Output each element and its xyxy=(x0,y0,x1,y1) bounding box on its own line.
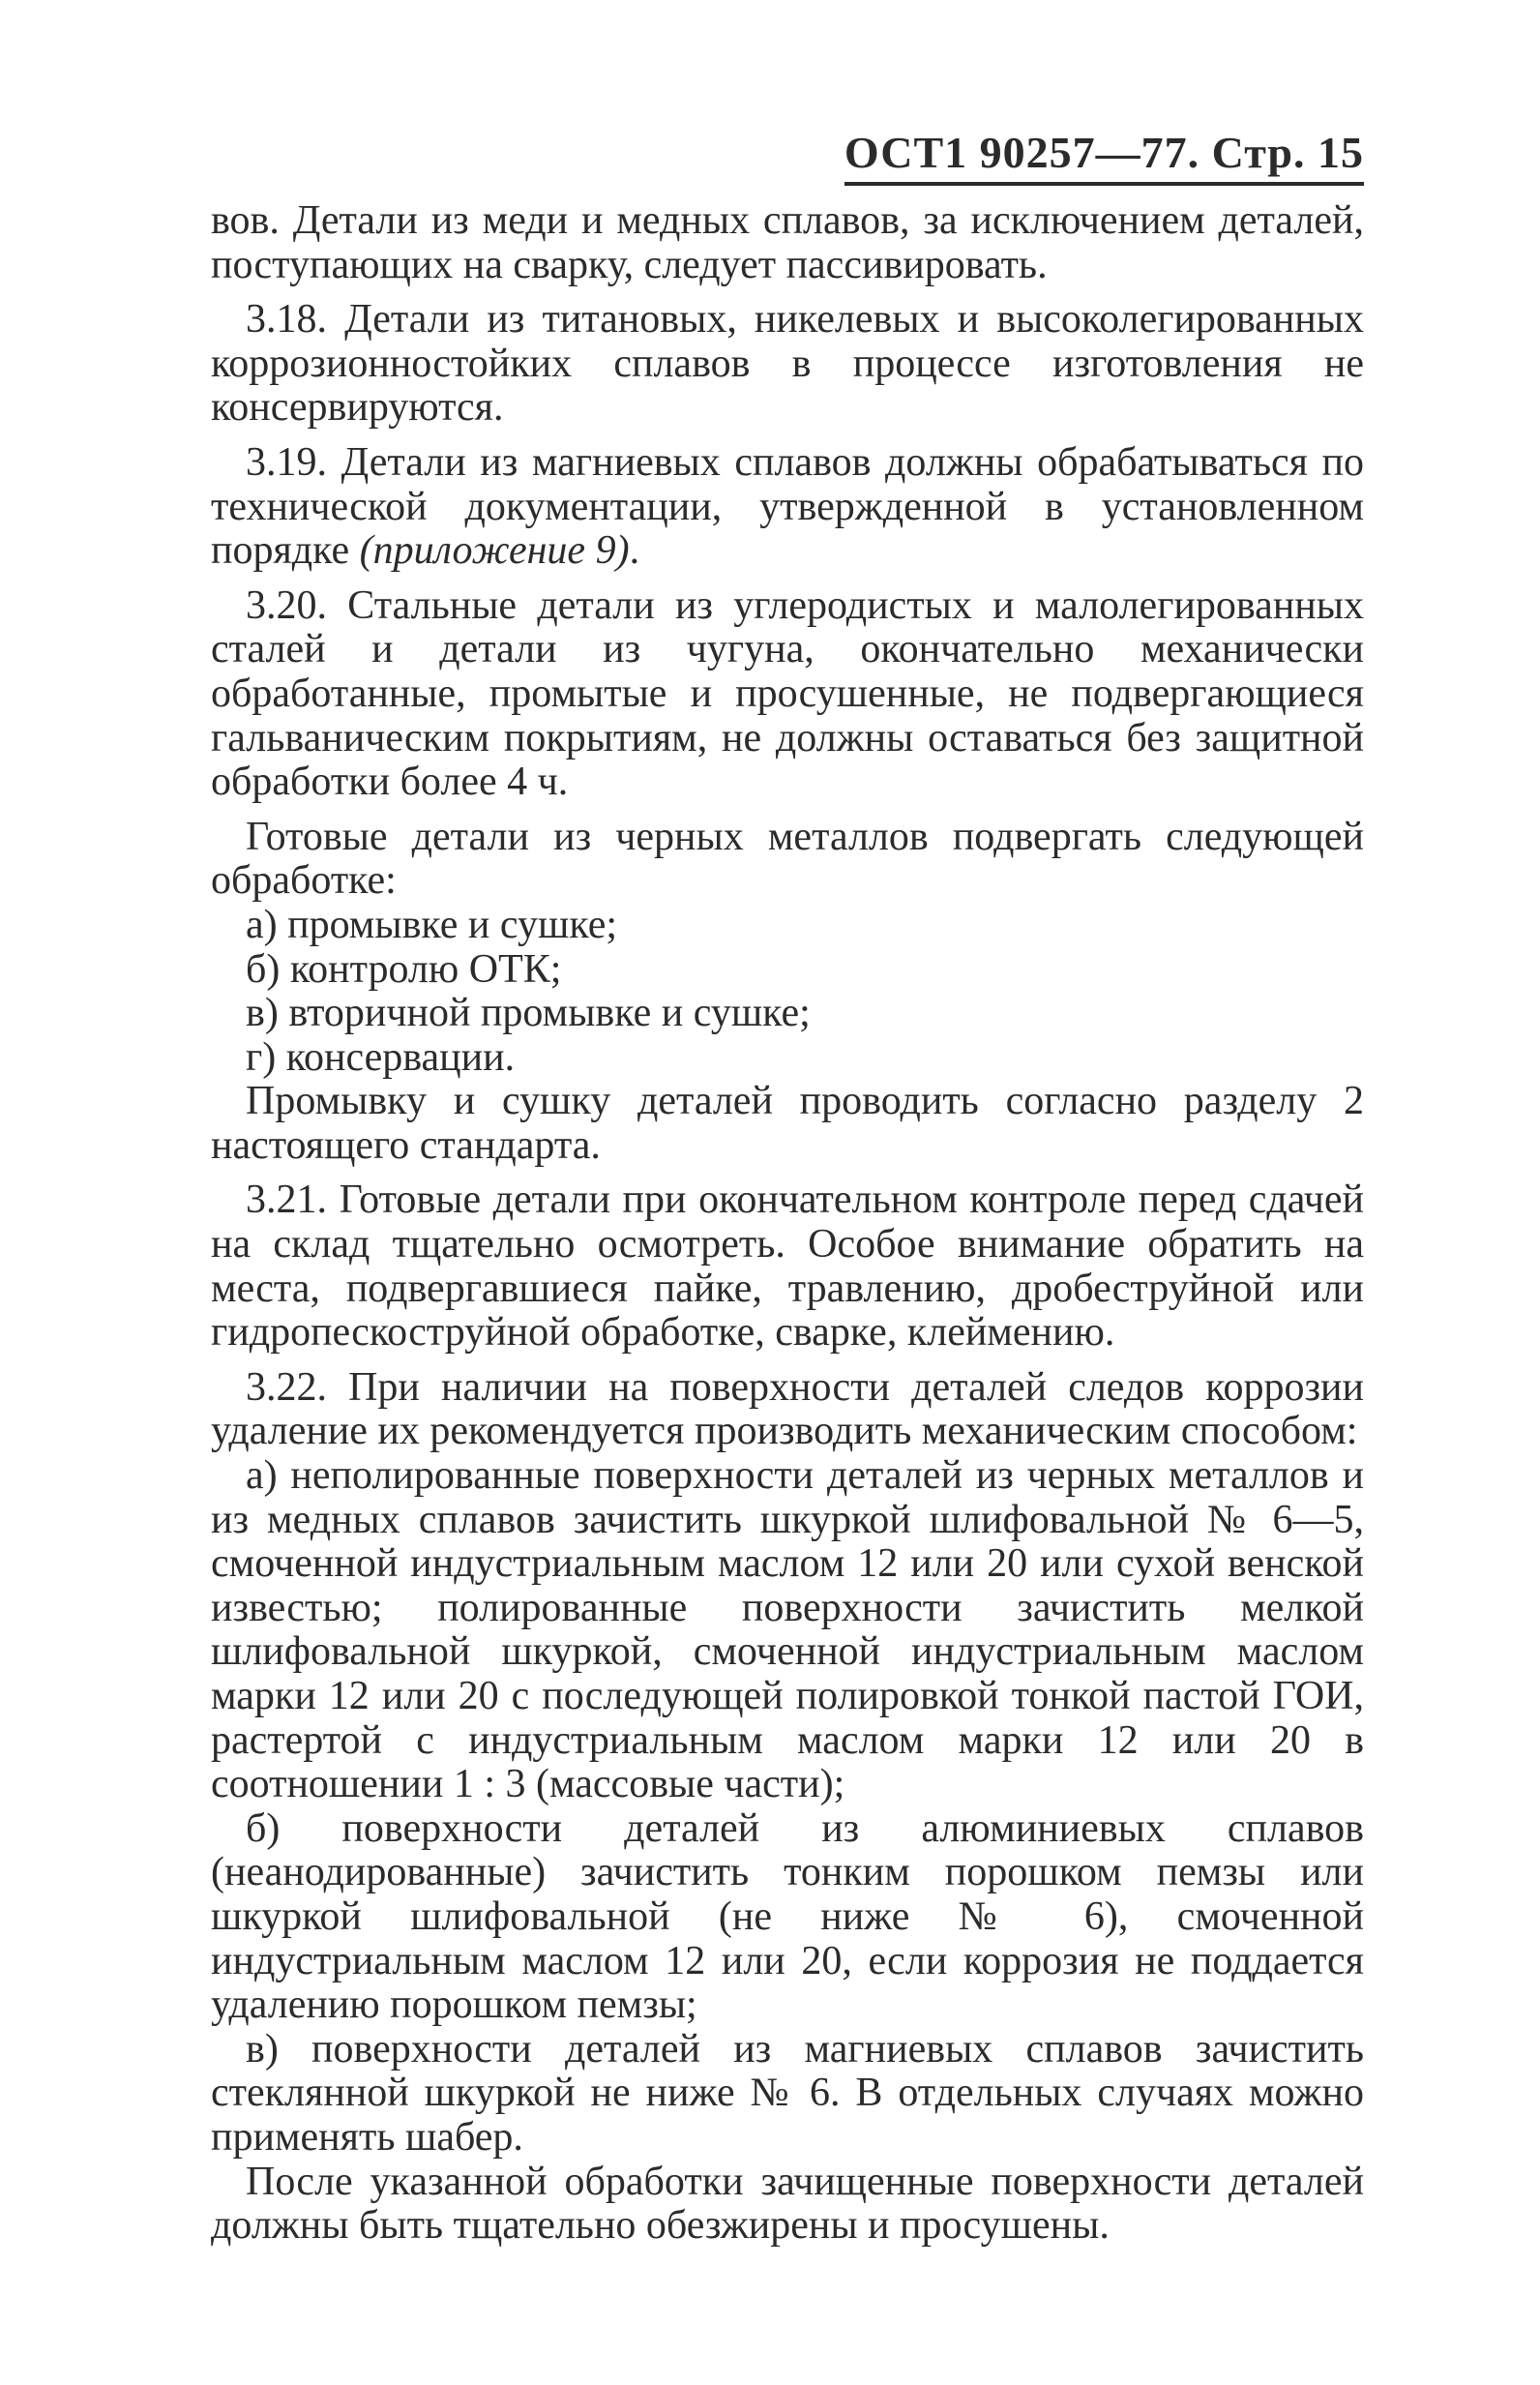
list-item-a: а) промывке и сушке; xyxy=(246,902,618,947)
document-page xyxy=(211,126,1364,2249)
list-item-b: б) контролю ОТК; xyxy=(246,946,562,992)
paragraph-3-22: 3.22. При наличии на поверхности деталей следов коррозии удаление их рекомендуется производить механическим способом: xyxy=(211,1364,1364,1454)
page-header xyxy=(211,126,1364,186)
list-item-3-22-a: а) неполированные поверхности деталей из черных металлов и из медных сплавов зачистить шкуркой шлифовальной № 6—5, смоченной индустриальным маслом 12 или 20 или сухой венской известью; полированные поверхности зачистить мелкой шлифовальной шкуркой, смоченной индустриальным маслом марки 12 или 20 с последующей полировкой тонкой пастой ГОИ, растертой с индустриальным маслом марки 12 или 20 в соотношении 1 : 3 (массовые части); xyxy=(211,1453,1364,1807)
paragraph-ready-parts: Готовые детали из черных металлов подвергать следующей обработке: xyxy=(211,814,1364,904)
paragraph-after-treatment: После указанной обработки зачищенные поверхности деталей должны быть тщательно обезжирены и просушены. xyxy=(211,2159,1364,2249)
list-item-3-22-b: б) поверхности деталей из алюминиевых сплавов (неанодированные) зачистить тонким порошком пемзы или шкуркой шлифовальной (не ниже № 6), смоченной индустриальным маслом 12 или 20, если коррозия не поддается удалению порошком пемзы; xyxy=(211,1805,1364,2028)
list-item-3-22-v: в) поверхности деталей из магниевых сплавов зачистить стеклянной шкуркой не ниже № 6. В отдельных случаях можно применять шабер. xyxy=(211,2026,1364,2160)
list-item-v: в) вторичной промывке и сушке; xyxy=(246,991,811,1036)
paragraph-3-20: 3.20. Стальные детали из углеродистых и малолегированных сталей и детали из чугуна, окончательно механически обработанные, промытые и просушенные, не подвергающиеся гальваническим покрытиям, не должны оставаться без защитной обработки более 4 ч. xyxy=(211,582,1364,805)
paragraph-continuation: вов. Детали из меди и медных сплавов, за исключением деталей, поступающих на сварку, следует пассивировать. xyxy=(211,198,1364,287)
appendix-reference: (приложение 9) xyxy=(359,528,630,574)
paragraph-3-19 xyxy=(211,441,1364,574)
paragraph-washing: Промывку и сушку деталей проводить согласно разделу 2 настоящего стандарта. xyxy=(211,1079,1364,1168)
paragraph-3-19-text: 3.19. Детали из магниевых сплавов должны обрабатываться по технической документации, утвержденной в установленном порядке xyxy=(211,439,1364,574)
paragraph-3-21: 3.21. Готовые детали при окончательном контроле перед сдачей на склад тщательно осмотреть. Особое внимание обратить на места, подвергавшиеся пайке, травлению, дробеструйной или гидропескоструйной обработке, сварке, клеймению. xyxy=(211,1178,1364,1356)
document-body xyxy=(211,199,1364,2249)
paragraph-3-19-end: . xyxy=(629,528,640,574)
list-item-g: г) консервации. xyxy=(246,1034,516,1080)
standard-page-number: ОСТ1 90257—77. Стр. 15 xyxy=(844,126,1364,186)
paragraph-3-18: 3.18. Детали из титановых, никелевых и высоколегированных коррозионностойких сплавов в процессе изготовления не консервируются. xyxy=(211,297,1364,431)
